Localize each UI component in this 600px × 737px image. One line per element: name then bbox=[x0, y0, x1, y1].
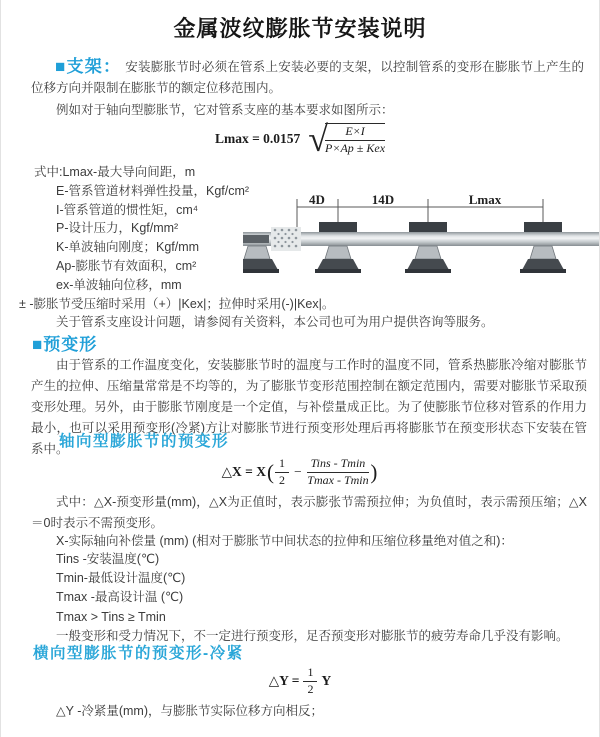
dimension-label-lmax: Lmax bbox=[468, 192, 502, 207]
formula-dy-fraction bbox=[303, 666, 317, 697]
open-paren: ( bbox=[267, 459, 274, 484]
support-example-text: 例如对于轴向型膨胀节，它对管系支座的基本要求如图所示： bbox=[56, 103, 394, 117]
temp-line: Tmax -最高设计温 (℃) bbox=[56, 590, 184, 605]
page-title: 金属波纹膨胀节安装说明 bbox=[173, 16, 427, 41]
support-intro-paragraph bbox=[31, 56, 584, 99]
formula-dx-temp-fraction bbox=[307, 457, 370, 488]
definition-line: K-单波轴向刚度；Kgf/mm bbox=[56, 240, 200, 255]
formula-dx-half-fraction bbox=[275, 457, 289, 488]
half-numerator: 1 bbox=[275, 457, 289, 473]
support-intro-text: 安装膨胀节时必须在管系上安装必要的支架，以控制管系的变形在膨胀节上产生的位移方向并限制在膨胀节的额定位移范围内。 bbox=[31, 60, 584, 95]
section-support-heading: ■支架： bbox=[55, 57, 122, 76]
formula-dy-lhs: △Y = bbox=[268, 673, 300, 688]
dy-denominator: 2 bbox=[307, 681, 314, 696]
dy-numerator: 1 bbox=[303, 666, 317, 682]
axial-note-x: X-实际轴向补偿量 (mm) (相对于膨胀节中间状态的拉伸和压缩位移量绝对值之和)： bbox=[56, 534, 513, 548]
formula-delta-x bbox=[1, 452, 599, 492]
diagram-bellows bbox=[271, 227, 301, 251]
sqrt-icon: √ bbox=[308, 119, 329, 159]
axial-note-delta-x: 式中：△X-预变形量(mm)，△X为正值时，表示膨张节需预拉伸；为负值时，表示需预压缩；△X＝0时表示不需预变形。 bbox=[31, 495, 587, 530]
close-paren: ) bbox=[370, 459, 378, 484]
cold-tight-note: △Y -冷紧量(mm)，与膨胀节实际位移方向相反； bbox=[56, 704, 324, 718]
temperature-definitions bbox=[56, 550, 185, 627]
definition-line: ex-单波轴向位移，mm bbox=[56, 277, 182, 292]
formula-lmax-numerator: E×I bbox=[325, 125, 385, 141]
axial-preform-heading: 轴向型膨胀节的预变形 bbox=[59, 433, 230, 450]
formula-dy-rhs: Y bbox=[321, 673, 332, 688]
definition-line: 关于管系支座设计问题，请参阅有关资料，本公司也可为用户提供咨询等服务。 bbox=[56, 315, 494, 330]
preform-body-text: 由于管系的工作温度变化，安装膨胀节时的温度与工作时的温度不同，管系热膨胀冷缩对膨胀节产生的拉伸、压缩量常常是不均等的，为了膨胀节变形范围控制在额定范围内，需要对膨胀节采取预变形处理。另外，由于膨胀节刚度是一个定值，与补偿量成正比。为了使膨胀节位移对管系的作用力最小，也可以采用预变形(冷紧)方让对膨胀节进行预变形处理后再将膨胀节在预变形状态下安装在管系中。 bbox=[31, 358, 587, 456]
dimension-label-14d: 14D bbox=[371, 192, 395, 207]
temp-numerator: Tins - Tmin bbox=[307, 457, 370, 473]
minus-operator: − bbox=[294, 464, 302, 479]
pipe-support-diagram bbox=[243, 192, 599, 292]
diagram-guide-support bbox=[520, 222, 566, 273]
formula-dx-lhs: △X = X bbox=[221, 464, 266, 479]
diagram-guide-support bbox=[315, 222, 361, 273]
temp-line: Tmin-最低设计温度(℃) bbox=[56, 571, 186, 586]
temp-denominator: Tmax - Tmin bbox=[307, 472, 369, 487]
temp-line: Tmax > Tins ≥ Tmin bbox=[56, 609, 166, 624]
formula-lmax-lhs: Lmax = 0.0157 bbox=[214, 131, 301, 146]
definition-line: P-设计压力，Kgf/mm² bbox=[56, 221, 179, 236]
formula-delta-y bbox=[1, 664, 599, 698]
definition-line: E-管系管道材料弹性投量，Kgf/cm² bbox=[56, 183, 250, 198]
formula-lmax-denominator: P×Ap ± Kex bbox=[325, 140, 386, 155]
formula-lmax-fraction bbox=[325, 123, 385, 156]
section-preform-heading: ■预变形 bbox=[32, 335, 98, 354]
formula-lmax bbox=[1, 118, 599, 160]
dimension-label-4d: 4D bbox=[309, 192, 325, 207]
temp-line: Tins -安装温度(℃) bbox=[56, 552, 160, 566]
half-denominator: 2 bbox=[279, 472, 285, 487]
diagram-guide-support bbox=[405, 222, 451, 273]
definition-line: 式中:Lmax-最大导向间距，m bbox=[34, 165, 196, 179]
definition-line: ± -膨胀节受压缩时采用（+）|Kex|；拉伸时采用(-)|Kex|。 bbox=[19, 296, 335, 311]
definition-line: I-管系管道的惯性矩，cm⁴ bbox=[56, 202, 199, 217]
lateral-preform-heading: 横向型膨胀节的预变形-冷紧 bbox=[33, 645, 244, 662]
axial-general-note: 一般变形和受力情况下，不一定进行预变形，足否预变形对膨胀节的疲劳寿命几乎没有影响。 bbox=[56, 629, 569, 643]
definition-line: Ap-膨胀节有效面积，cm² bbox=[56, 258, 197, 273]
